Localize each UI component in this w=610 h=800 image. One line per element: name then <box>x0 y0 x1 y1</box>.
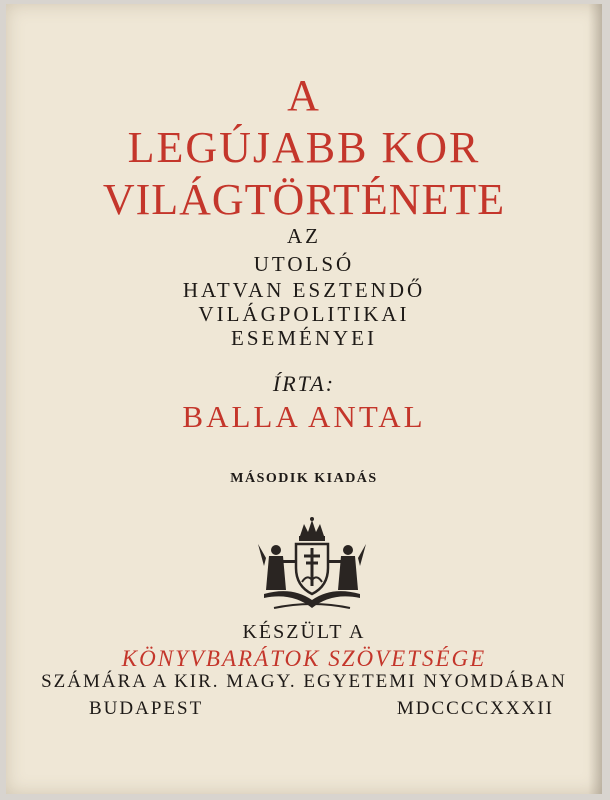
imprint-made-by: KÉSZÜLT A <box>242 621 366 643</box>
subtitle-line-4: VILÁGPOLITIKAI <box>198 302 410 326</box>
edition-label: MÁSODIK KIADÁS <box>230 471 378 486</box>
coat-of-arms-icon <box>252 516 372 614</box>
printer-line: SZÁMÁRA A KIR. MAGY. EGYETEMI NYOMDÁBAN <box>41 671 567 692</box>
imprint-city: BUDAPEST <box>89 698 204 719</box>
subtitle-line-1: AZ <box>287 224 321 248</box>
title-line-1: A <box>287 71 321 120</box>
imprint-year: MDCCCCXXXII <box>396 698 554 719</box>
title-line-3: VILÁGTÖRTÉNETE <box>102 175 506 224</box>
subtitle-line-3: HATVAN ESZTENDŐ <box>182 278 426 302</box>
subtitle-line-5: ESEMÉNYEI <box>231 326 377 350</box>
author-label: ÍRTA: <box>272 371 336 396</box>
author-name: BALLA ANTAL <box>182 399 426 434</box>
publisher-name: KÖNYVBARÁTOK SZÖVETSÉGE <box>121 646 487 671</box>
title-page <box>6 4 602 794</box>
title-line-2: LEGÚJABB KOR <box>127 123 481 172</box>
subtitle-line-2: UTOLSÓ <box>253 252 355 276</box>
